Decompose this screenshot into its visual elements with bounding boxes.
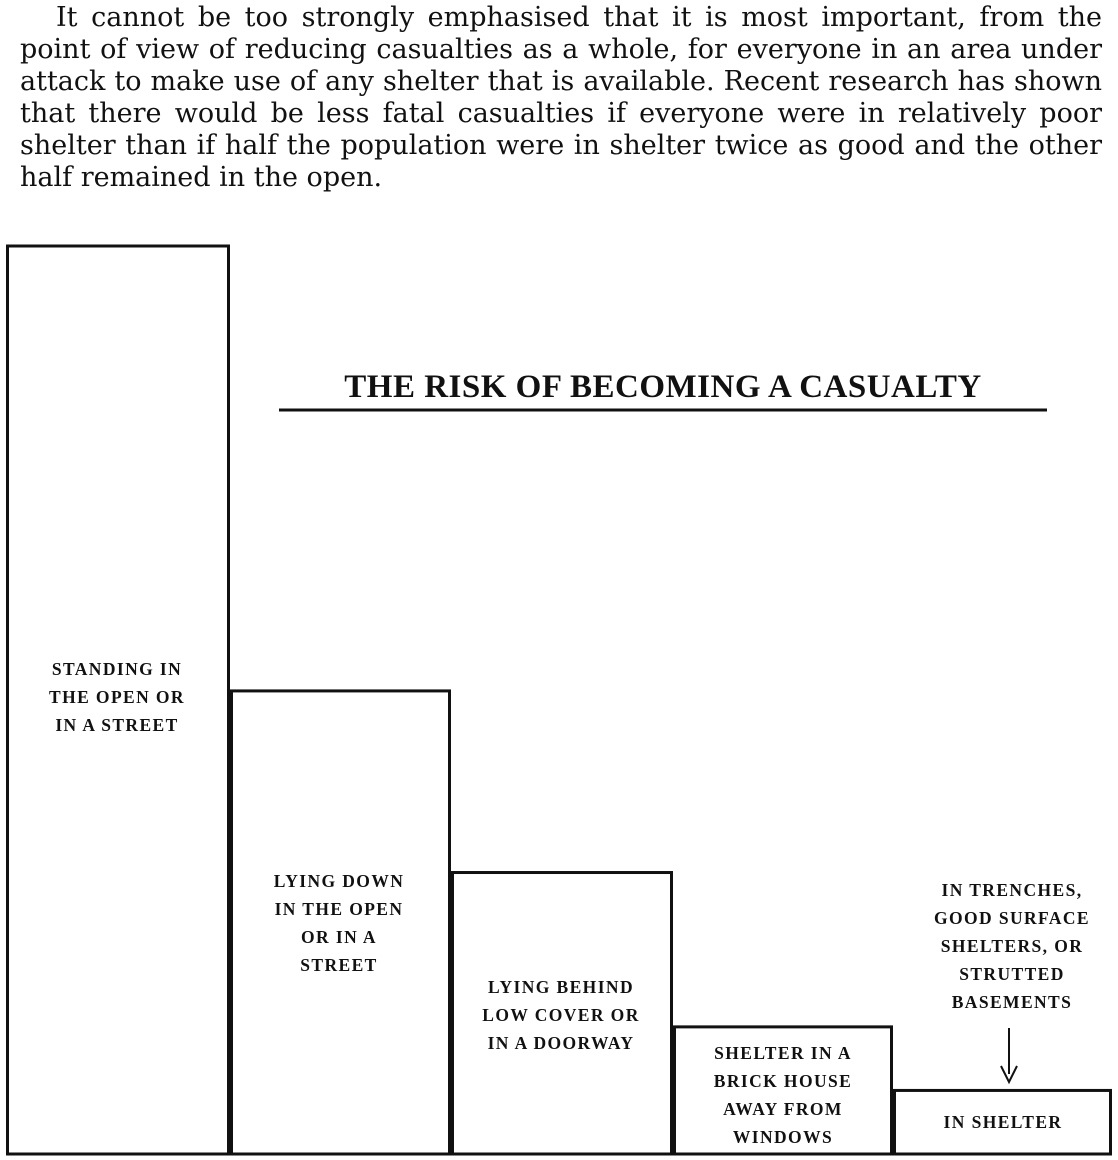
bar-label-line: LYING DOWN [273,871,405,891]
bar-label-line: AWAY FROM [723,1099,843,1119]
bar-label-line: BRICK HOUSE [713,1071,853,1091]
annotation-line: STRUTTED [959,964,1065,984]
annotation-line: BASEMENTS [951,992,1073,1012]
bar-label-line: LYING BEHIND [488,977,634,997]
bar-label-line: IN A DOORWAY [487,1033,635,1053]
bar-label-line: STREET [300,955,378,975]
bar-label-line: IN THE OPEN [274,899,404,919]
bar-label-5 [944,1112,1063,1132]
bar-label-2 [274,871,405,975]
bar-label-1 [49,659,185,735]
bar-label-line: LOW COVER OR [482,1005,640,1025]
bar-label-3 [482,977,639,1053]
bar-label-line: IN SHELTER [943,1112,1063,1132]
intro-paragraph: It cannot be too strongly emphasised that it is most important, from the point of view of reducing casualties as a whole, for everyone in an area under attack to make use of any shelter that is available. Recent research has shown that there would be less fatal casualties if everyone were in relatively poor shelter than if half the population were in shelter twice as good and the other half remained in the open. [20,2,1102,193]
chart-title: THE RISK OF BECOMING A CASUALTY [344,369,982,405]
bar-label-line: THE OPEN OR [49,687,185,707]
bar-label-line: STANDING IN [51,659,183,679]
annotation-text [934,880,1090,1012]
annotation-line: SHELTERS, OR [940,936,1084,956]
bar-2 [232,691,450,1154]
annotation-line: IN TRENCHES, [941,880,1083,900]
bar-label-4 [714,1043,852,1147]
bar-label-line: IN A STREET [55,715,179,735]
bar-label-line: SHELTER IN A [714,1043,852,1063]
bar-label-line: WINDOWS [732,1127,834,1147]
bar-label-line: OR IN A [301,927,377,947]
annotation-line: GOOD SURFACE [934,908,1090,928]
